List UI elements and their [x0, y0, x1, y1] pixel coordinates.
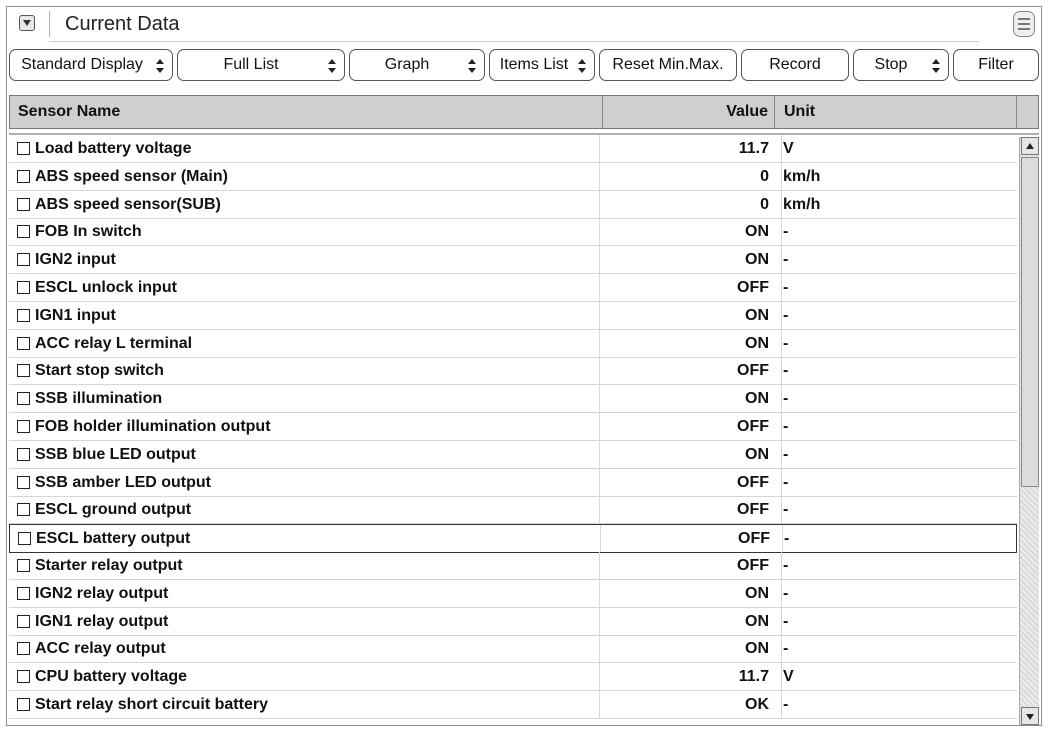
sensor-unit: -	[783, 251, 789, 269]
sensor-unit: -	[783, 696, 789, 713]
table-row[interactable]	[9, 635, 1017, 663]
column-divider	[599, 413, 600, 440]
column-divider	[599, 663, 600, 690]
header-divider	[1016, 96, 1017, 128]
sensor-name: SSB illumination	[35, 390, 163, 408]
sensor-unit: V	[783, 668, 794, 686]
table-row[interactable]	[9, 135, 1017, 163]
column-divider	[599, 274, 600, 301]
menu-icon[interactable]	[1013, 11, 1035, 37]
collapse-toggle-icon[interactable]	[19, 15, 35, 31]
sensor-value: OFF	[738, 530, 770, 548]
column-divider	[781, 191, 782, 218]
row-checkbox[interactable]	[17, 420, 30, 433]
table-row[interactable]	[9, 330, 1017, 358]
sensor-value: ON	[745, 251, 769, 269]
spinner-icon	[328, 59, 336, 73]
column-divider	[781, 357, 782, 384]
sensor-unit: -	[783, 473, 789, 491]
row-checkbox[interactable]	[17, 142, 30, 155]
reset-min-max-button[interactable]	[599, 49, 737, 81]
scroll-down-icon[interactable]	[1021, 707, 1039, 725]
row-checkbox[interactable]	[17, 670, 30, 683]
sensor-name: SSB blue LED output	[35, 445, 196, 463]
sensor-value: OFF	[737, 418, 769, 435]
sensor-name: SSB amber LED output	[35, 473, 212, 491]
sensor-unit: -	[783, 334, 789, 352]
table-row[interactable]	[9, 218, 1017, 246]
sensor-unit: -	[783, 390, 789, 408]
sensor-value: OFF	[737, 362, 769, 380]
spinner-icon	[468, 59, 476, 73]
column-divider	[781, 608, 782, 635]
sensor-value: ON	[745, 445, 769, 463]
sensor-name: IGN1 input	[35, 306, 116, 324]
sensor-unit: -	[783, 584, 789, 602]
record-button[interactable]	[741, 49, 849, 81]
header-divider	[774, 96, 775, 128]
sensor-unit: -	[783, 501, 789, 519]
row-checkbox[interactable]	[17, 198, 30, 211]
column-divider	[599, 496, 600, 523]
column-divider	[599, 385, 600, 412]
standard-display-label: Standard Display	[21, 56, 143, 73]
stop-select[interactable]	[853, 49, 949, 81]
column-divider	[781, 385, 782, 412]
row-checkbox[interactable]	[17, 698, 30, 711]
column-divider	[599, 441, 600, 468]
column-divider	[599, 246, 600, 273]
column-divider	[781, 135, 782, 162]
sensor-value: OFF	[737, 501, 769, 519]
table-row[interactable]	[9, 302, 1017, 330]
sensor-value: 11.7	[738, 668, 769, 686]
table-row[interactable]	[9, 441, 1017, 469]
table-row[interactable]	[9, 524, 1017, 553]
column-divider	[781, 441, 782, 468]
sensor-value: OK	[745, 696, 769, 713]
sensor-value: ON	[745, 334, 769, 352]
row-checkbox[interactable]	[17, 615, 30, 628]
column-divider	[781, 691, 782, 718]
sensor-name: CPU battery voltage	[35, 668, 188, 686]
full-list-select[interactable]	[177, 49, 345, 81]
table-header	[9, 95, 1039, 129]
sensor-unit: -	[783, 223, 789, 241]
record-label: Record	[769, 56, 821, 73]
sensor-name: ABS speed sensor(SUB)	[35, 195, 221, 213]
column-divider	[781, 663, 782, 690]
sensor-value: OFF	[737, 473, 769, 491]
column-divider	[599, 218, 600, 245]
row-checkbox[interactable]	[17, 337, 30, 350]
items-list-label: Items List	[499, 56, 569, 73]
sensor-value: ON	[745, 306, 769, 324]
sensor-value: 11.7	[738, 140, 769, 157]
current-data-panel	[6, 6, 1042, 726]
sensor-unit: -	[783, 418, 789, 435]
sensor-name: IGN2 input	[35, 251, 116, 269]
column-divider	[599, 330, 600, 357]
table-row[interactable]	[9, 552, 1017, 580]
table-row[interactable]	[9, 608, 1017, 636]
table-row[interactable]	[9, 663, 1017, 691]
column-divider	[599, 635, 600, 662]
sensor-unit: V	[783, 140, 794, 157]
scrollbar-thumb[interactable]	[1021, 157, 1039, 487]
sensor-name: ESCL unlock input	[35, 279, 177, 296]
column-divider	[781, 635, 782, 662]
sensor-unit: km/h	[783, 195, 821, 213]
column-divider	[781, 496, 782, 523]
column-divider	[600, 525, 601, 552]
sensor-name: Start stop switch	[35, 362, 164, 380]
sensor-name: ABS speed sensor (Main)	[35, 167, 228, 185]
toolbar	[7, 49, 1041, 83]
title-underline	[49, 41, 979, 42]
header-sensor-name[interactable]: Sensor Name	[18, 103, 121, 120]
spinner-icon	[578, 59, 586, 73]
row-checkbox[interactable]	[17, 448, 30, 461]
scroll-up-icon[interactable]	[1021, 137, 1039, 155]
column-divider	[781, 330, 782, 357]
sensor-unit: -	[783, 362, 789, 380]
column-divider	[599, 302, 600, 329]
column-divider	[599, 357, 600, 384]
title-bar	[7, 7, 1041, 43]
sensor-name: Start relay short circuit battery	[35, 696, 268, 713]
filter-label: Filter	[978, 56, 1014, 73]
vertical-scrollbar[interactable]	[1019, 137, 1039, 725]
table-row[interactable]	[9, 191, 1017, 219]
column-divider	[599, 580, 600, 607]
full-list-label: Full List	[223, 56, 279, 73]
table-row[interactable]	[9, 580, 1017, 608]
sensor-unit: -	[783, 557, 789, 574]
sensor-name: Starter relay output	[35, 557, 183, 574]
items-list-select[interactable]	[489, 49, 595, 81]
row-checkbox[interactable]	[17, 476, 30, 489]
table-row[interactable]	[9, 246, 1017, 274]
sensor-value: 0	[760, 167, 769, 185]
column-divider	[599, 552, 600, 579]
graph-label: Graph	[384, 56, 430, 73]
column-divider	[781, 413, 782, 440]
column-divider	[781, 163, 782, 190]
column-divider	[781, 302, 782, 329]
sensor-unit: -	[783, 306, 789, 324]
table-row[interactable]	[9, 691, 1017, 719]
sensor-value: ON	[745, 612, 769, 630]
sensor-value: ON	[745, 640, 769, 658]
sensor-name: FOB holder illumination output	[35, 418, 271, 435]
sensor-name: FOB In switch	[35, 223, 142, 241]
column-divider	[599, 163, 600, 190]
sensor-unit: -	[783, 445, 789, 463]
table-row[interactable]	[9, 357, 1017, 385]
sensor-name: IGN2 relay output	[35, 584, 169, 602]
column-divider	[781, 469, 782, 496]
graph-select[interactable]	[349, 49, 485, 81]
row-checkbox[interactable]	[17, 642, 30, 655]
sensor-value: ON	[745, 390, 769, 408]
title-divider	[49, 11, 50, 37]
panel-title: Current Data	[65, 13, 180, 35]
sensor-unit: km/h	[783, 167, 821, 185]
sensor-table-body	[9, 135, 1017, 723]
sensor-name: ACC relay output	[35, 640, 166, 658]
table-row[interactable]	[9, 163, 1017, 191]
header-unit[interactable]: Unit	[784, 103, 816, 120]
row-checkbox[interactable]	[17, 170, 30, 183]
row-checkbox[interactable]	[17, 253, 30, 266]
sensor-unit: -	[783, 279, 789, 296]
sensor-unit: -	[783, 612, 789, 630]
sensor-name: ACC relay L terminal	[35, 334, 193, 352]
row-checkbox[interactable]	[17, 225, 30, 238]
sensor-value: OFF	[737, 557, 769, 574]
row-checkbox[interactable]	[17, 281, 30, 294]
sensor-value: OFF	[737, 279, 769, 296]
row-checkbox[interactable]	[17, 559, 30, 572]
row-checkbox[interactable]	[17, 587, 30, 600]
column-divider	[599, 191, 600, 218]
row-checkbox[interactable]	[17, 503, 30, 516]
table-row[interactable]	[9, 385, 1017, 413]
column-divider	[599, 691, 600, 718]
filter-button[interactable]	[953, 49, 1039, 81]
sensor-name: ESCL ground output	[35, 501, 192, 519]
column-divider	[599, 608, 600, 635]
column-divider	[781, 274, 782, 301]
stop-label: Stop	[874, 56, 908, 73]
sensor-name: Load battery voltage	[35, 140, 192, 157]
sensor-value: ON	[745, 584, 769, 602]
table-row[interactable]	[9, 469, 1017, 497]
sensor-value: ON	[745, 223, 769, 241]
column-divider	[782, 525, 783, 552]
table-row[interactable]	[9, 496, 1017, 524]
reset-min-max-label: Reset Min.Max.	[612, 56, 724, 73]
sensor-name: ESCL battery output	[36, 530, 191, 548]
standard-display-select[interactable]	[9, 49, 173, 81]
sensor-unit: -	[783, 640, 789, 658]
table-row[interactable]	[9, 274, 1017, 302]
column-divider	[781, 552, 782, 579]
header-value[interactable]: Value	[726, 103, 768, 120]
column-divider	[781, 246, 782, 273]
sensor-unit: -	[784, 530, 790, 548]
row-checkbox[interactable]	[17, 392, 30, 405]
row-checkbox[interactable]	[17, 309, 30, 322]
table-row[interactable]	[9, 413, 1017, 441]
spinner-icon	[156, 59, 164, 73]
spinner-icon	[932, 59, 940, 73]
header-divider	[602, 96, 603, 128]
sensor-value: 0	[760, 195, 769, 213]
column-divider	[781, 218, 782, 245]
column-divider	[599, 469, 600, 496]
column-divider	[781, 580, 782, 607]
row-checkbox[interactable]	[18, 532, 31, 545]
row-checkbox[interactable]	[17, 364, 30, 377]
sensor-name: IGN1 relay output	[35, 612, 169, 630]
column-divider	[599, 135, 600, 162]
